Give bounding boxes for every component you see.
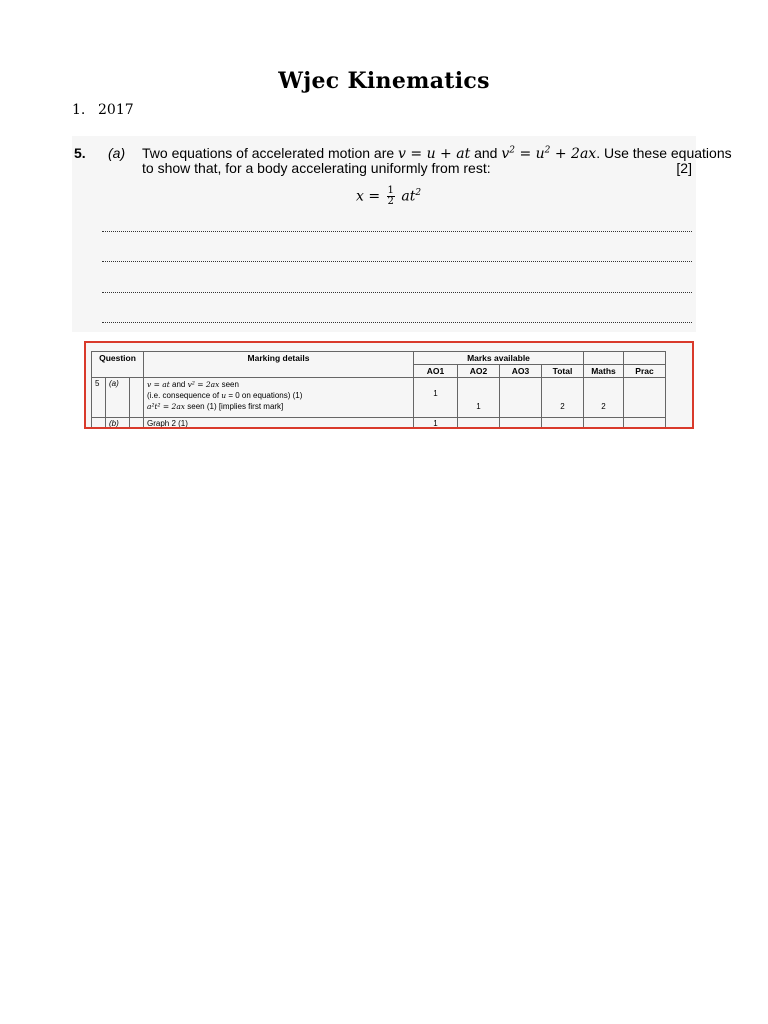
header-ao2: AO2 xyxy=(458,365,500,378)
header-ao3: AO3 xyxy=(500,365,542,378)
list-number: 1. xyxy=(72,102,86,118)
row-question-number: 5 xyxy=(92,378,106,418)
row-ao1: 1 xyxy=(414,378,458,418)
answer-line xyxy=(102,322,692,323)
row-ao3 xyxy=(500,378,542,418)
row-ao2: 1 xyxy=(458,378,500,418)
header-blank xyxy=(624,352,666,365)
header-question: Question xyxy=(92,352,144,378)
question-intro: Two equations of accelerated motion are xyxy=(142,145,395,161)
header-blank xyxy=(584,352,624,365)
target-formula: x = $\frac{1}{2}$ $at^2$ xyxy=(356,185,422,207)
row-subpart xyxy=(130,378,144,418)
header-marks-available: Marks available xyxy=(414,352,584,365)
question-part: (a) xyxy=(108,145,126,161)
equation-1: v = u + at xyxy=(398,146,471,162)
question-after: . Use these equations xyxy=(596,145,732,161)
equation-2: $v^2 = u^2 + 2ax$ xyxy=(501,145,597,162)
fraction-half: $\frac{1}{2}$ xyxy=(387,185,394,207)
answer-line xyxy=(102,292,692,293)
header-prac: Prac xyxy=(624,365,666,378)
question-text-line-2: to show that, for a body accelerating uniformly from rest: xyxy=(142,160,491,176)
marking-scheme-frame xyxy=(84,341,694,429)
answer-line xyxy=(102,261,692,262)
row-details: v = at and v² = 2ax seen (i.e. consequence of u = 0 on equations) (1) a²t² = 2ax seen (1) [implies first mark] xyxy=(144,378,414,418)
and-word: and xyxy=(474,145,498,161)
row-maths: 2 xyxy=(584,378,624,418)
header-marking-details: Marking details xyxy=(144,352,414,378)
header-total: Total xyxy=(542,365,584,378)
header-row-1 xyxy=(92,352,666,365)
row-prac xyxy=(624,378,666,418)
row-total: 2 xyxy=(542,378,584,418)
row-ao1: 1 xyxy=(414,418,458,430)
header-maths: Maths xyxy=(584,365,624,378)
row-part: (b) xyxy=(106,418,130,430)
table-row xyxy=(92,418,666,430)
list-text: 2017 xyxy=(98,102,134,118)
list-item xyxy=(72,102,134,118)
row-details: Graph 2 (1) xyxy=(144,418,414,430)
header-ao1: AO1 xyxy=(414,365,458,378)
row-part: (a) xyxy=(106,378,130,418)
table-row xyxy=(92,378,666,418)
answer-line xyxy=(102,231,692,232)
question-block xyxy=(72,136,732,332)
marking-scheme-table xyxy=(91,351,666,429)
page-title: Wjec Kinematics xyxy=(278,68,490,94)
question-marks: [2] xyxy=(676,160,692,176)
question-number: 5. xyxy=(74,145,86,161)
